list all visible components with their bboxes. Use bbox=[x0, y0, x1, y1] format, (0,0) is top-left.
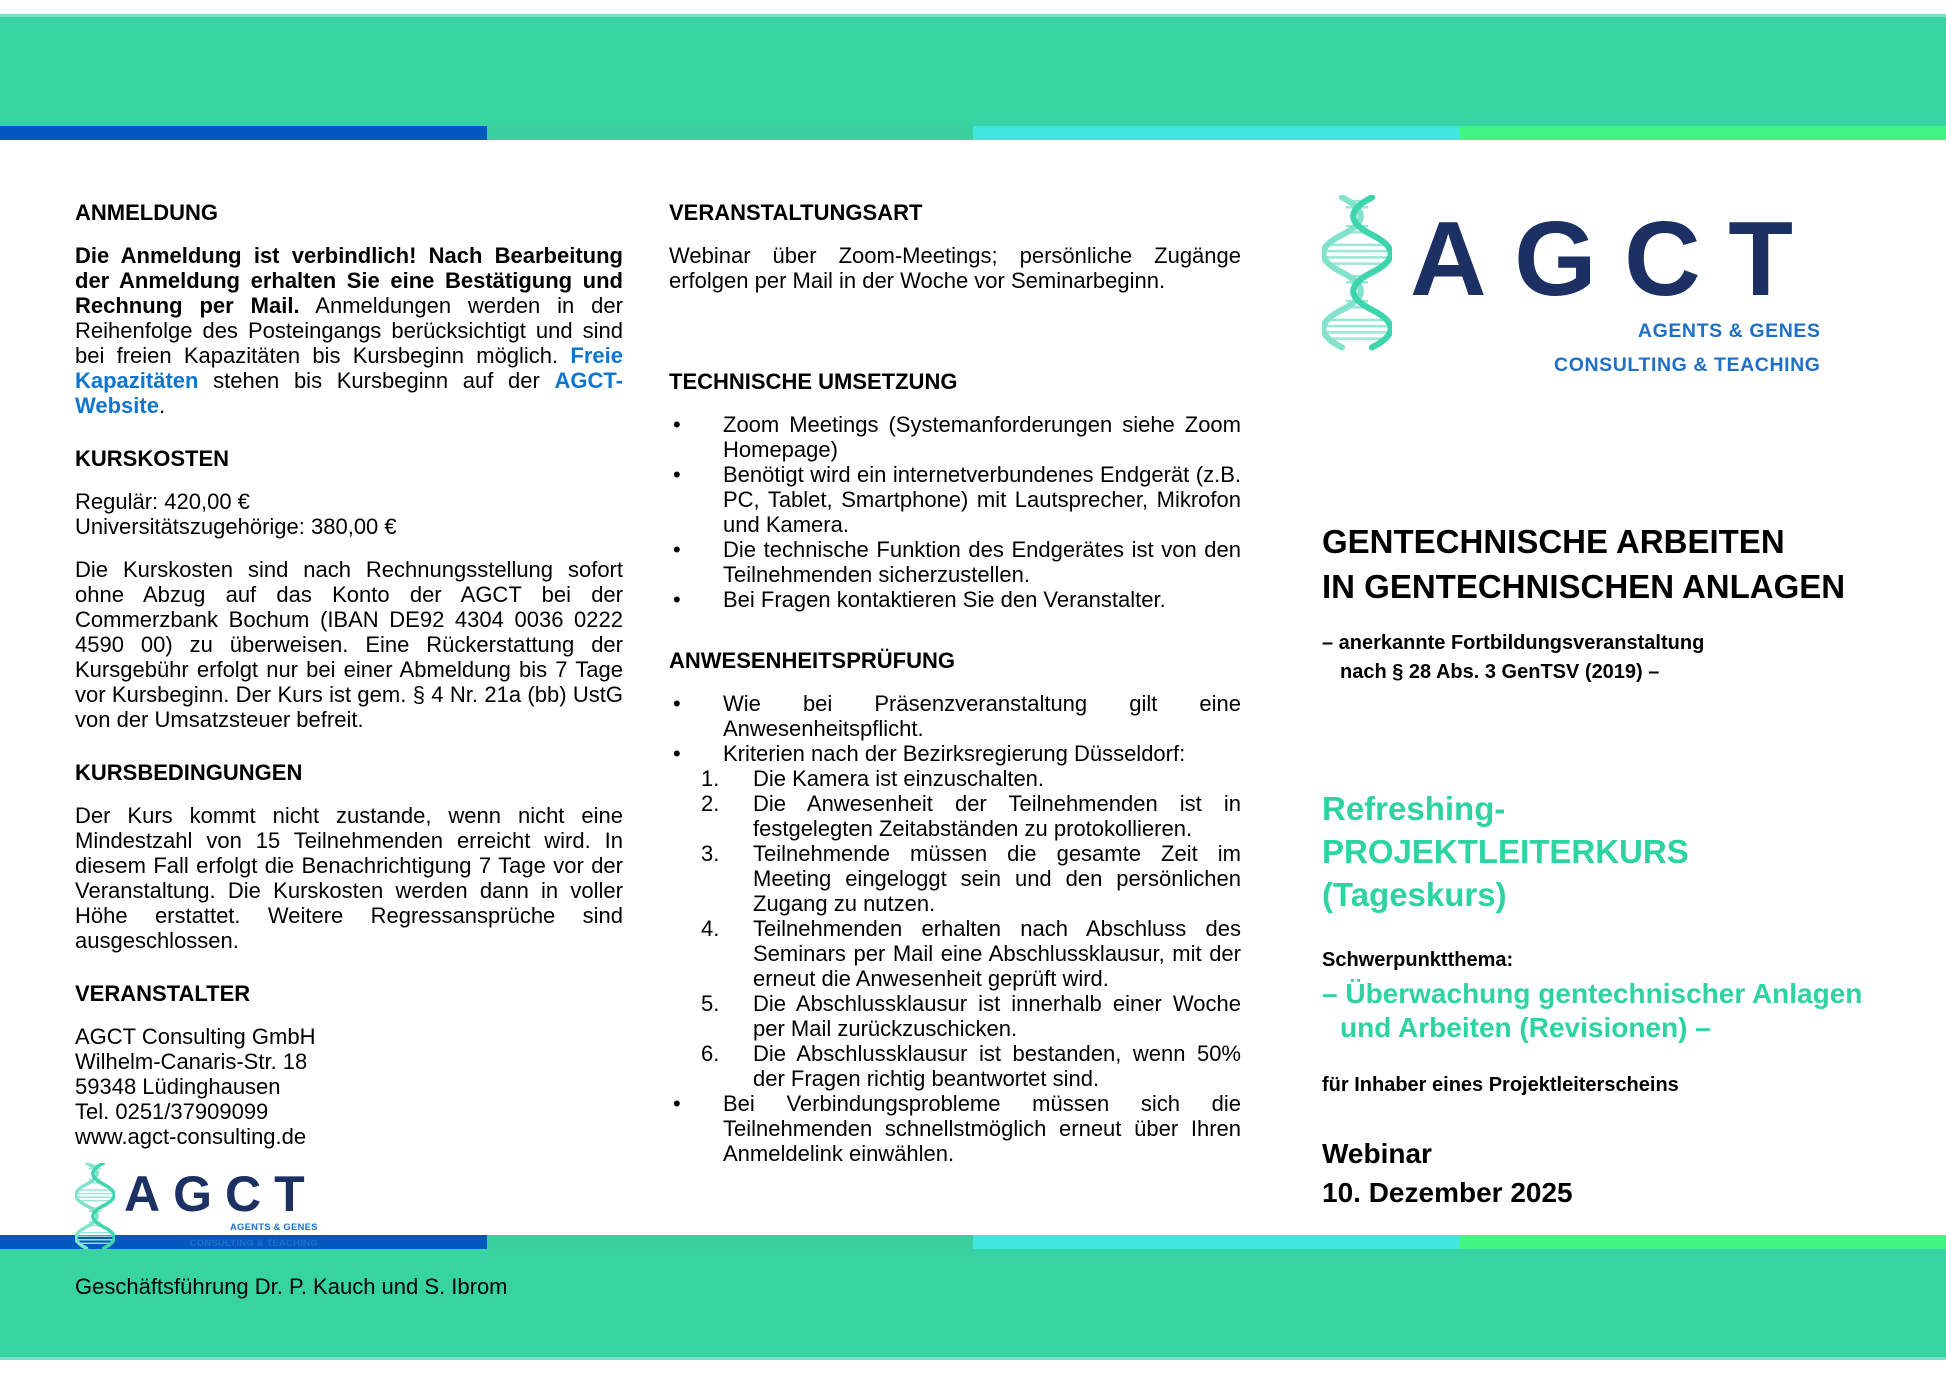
dna-helix-icon bbox=[75, 1163, 115, 1249]
agct-sub-consulting: CONSULTING & TEACHING bbox=[1554, 354, 1821, 376]
audience-line: für Inhaber eines Projektleiterscheins bbox=[1322, 1074, 1679, 1096]
bullet-marker: • bbox=[673, 412, 681, 437]
subtitle-line-2: nach § 28 Abs. 3 GenTSV (2019) – bbox=[1340, 661, 1660, 683]
anwesenheit-list bbox=[669, 691, 1241, 1166]
course-main-title bbox=[1322, 519, 1914, 609]
bottom-strip-segment-cyan bbox=[973, 1235, 1460, 1249]
agct-website-link[interactable]: AGCT-Website bbox=[75, 368, 623, 418]
agct-logo-large bbox=[1322, 195, 1914, 377]
veranstaltungsart-paragraph: Webinar über Zoom-Meetings; persönliche Zugänge erfolgen per Mail in der Woche vor Seminarbeginn. bbox=[669, 243, 1241, 293]
technische-umsetzung-heading: TECHNISCHE UMSETZUNG bbox=[669, 369, 958, 394]
veranstalter-phone: Tel. 0251/37909099 bbox=[75, 1099, 269, 1124]
number-marker: 4. bbox=[701, 916, 720, 941]
column-event-details bbox=[669, 200, 1241, 1166]
anmeldung-end-text: . bbox=[158, 393, 166, 418]
title-line-2: IN GENTECHNISCHEN ANLAGEN bbox=[1322, 568, 1846, 605]
freie-kapazitaeten-link[interactable]: Freie Kapazitäten bbox=[75, 343, 623, 393]
agct-acronym: AGCT bbox=[1410, 200, 1821, 318]
schwerpunkt-line-1: – Überwachung gentechnischer Anlagen bbox=[1322, 978, 1863, 1009]
bullet-text: Die technische Funktion des Endgerätes ist von den Teilnehmenden sicherzustellen. bbox=[723, 537, 1241, 587]
number-marker: 2. bbox=[701, 791, 720, 816]
numbered-item bbox=[669, 916, 1241, 991]
bullet-marker: • bbox=[673, 537, 681, 562]
event-info bbox=[1322, 1134, 1914, 1212]
event-type: Webinar bbox=[1322, 1138, 1432, 1169]
bottom-strip-segment-spring bbox=[1460, 1235, 1946, 1249]
schwerpunkt-topic bbox=[1322, 977, 1914, 1045]
agct-logo-large-text bbox=[1410, 200, 1821, 377]
list-item bbox=[669, 587, 1241, 612]
bullet-text: Kriterien nach der Bezirksregierung Düsseldorf: bbox=[723, 741, 1186, 766]
anmeldung-normal-text: Anmeldungen werden in der Reihenfolge des Posteingangs berücksichtigt und sind bei freien Kapazitäten bis Kursbeginn möglich. bbox=[75, 293, 623, 368]
dna-helix-icon bbox=[1322, 195, 1392, 351]
technische-bullet-list bbox=[669, 412, 1241, 612]
schwerpunkt-label: Schwerpunktthema: bbox=[1322, 949, 1514, 971]
management-line: Geschäftsführung Dr. P. Kauch und S. Ibrom bbox=[75, 1274, 508, 1299]
number-marker: 5. bbox=[701, 991, 720, 1016]
number-marker: 3. bbox=[701, 841, 720, 866]
numbered-item bbox=[669, 841, 1241, 916]
top-strip-segment-cyan bbox=[973, 126, 1460, 140]
veranstalter-name: AGCT Consulting GmbH bbox=[75, 1024, 316, 1049]
course-name-line-2: PROJEKTLEITERKURS bbox=[1322, 833, 1689, 870]
bullet-text: Bei Verbindungsprobleme müssen sich die Teilnehmenden schnellstmöglich erneut über Ihren Anmeldelink einwählen. bbox=[723, 1091, 1241, 1166]
list-item bbox=[669, 537, 1241, 587]
kursbedingungen-paragraph: Der Kurs kommt nicht zustande, wenn nicht eine Mindestzahl von 15 Teilnehmenden erreicht wird. In diesem Fall erfolgt die Benachrichtigung 7 Tage vor der Veranstaltung. Die Kurskosten werden dann in voller Höhe erstattet. Weitere Regressansprüche sind ausgeschlossen. bbox=[75, 803, 623, 953]
top-strip-segment-green bbox=[487, 126, 974, 140]
top-color-strip bbox=[0, 126, 1946, 140]
course-name bbox=[1322, 787, 1914, 916]
anwesenheitspruefung-heading: ANWESENHEITSPRÜFUNG bbox=[669, 648, 956, 673]
top-strip-segment-blue bbox=[0, 126, 487, 140]
anmeldung-paragraph bbox=[75, 243, 623, 418]
agct-sub-agents: AGENTS & GENES bbox=[1637, 320, 1821, 342]
numbered-item bbox=[669, 791, 1241, 841]
agct-logo-small-text bbox=[124, 1166, 318, 1250]
list-item bbox=[669, 462, 1241, 537]
numbered-text: Die Kamera ist einzuschalten. bbox=[753, 766, 1045, 791]
veranstaltungsart-heading: VERANSTALTUNGSART bbox=[669, 200, 923, 225]
number-marker: 1. bbox=[701, 766, 720, 791]
course-subtitle bbox=[1322, 629, 1914, 687]
bullet-marker: • bbox=[673, 587, 681, 612]
course-name-line-3: (Tageskurs) bbox=[1322, 876, 1507, 913]
numbered-text: Die Abschlussklausur ist innerhalb einer Woche per Mail zurückzuschicken. bbox=[753, 991, 1241, 1041]
price-regular: Regulär: 420,00 € bbox=[75, 489, 250, 514]
bullet-marker: • bbox=[673, 1091, 681, 1116]
bullet-text: Zoom Meetings (Systemanforderungen siehe Zoom Homepage) bbox=[723, 412, 1241, 462]
veranstalter-website: www.agct-consulting.de bbox=[75, 1124, 307, 1149]
price-university: Universitätszugehörige: 380,00 € bbox=[75, 514, 397, 539]
anmeldung-bold-text: Die Anmeldung ist verbindlich! Nach Bearbeitung der Anmeldung erhalten Sie eine Bestätigung und Rechnung per Mail. bbox=[75, 243, 623, 318]
bullet-marker: • bbox=[673, 691, 681, 716]
bullet-text: Benötigt wird ein internetverbundenes Endgerät (z.B. PC, Tablet, Smartphone) mit Lautsprecher, Mikrofon und Kamera. bbox=[723, 462, 1241, 537]
numbered-item bbox=[669, 1041, 1241, 1091]
number-marker: 6. bbox=[701, 1041, 720, 1066]
bullet-marker: • bbox=[673, 462, 681, 487]
list-item bbox=[669, 741, 1241, 766]
kurskosten-heading: KURSKOSTEN bbox=[75, 446, 230, 471]
numbered-item bbox=[669, 766, 1241, 791]
title-line-1: GENTECHNISCHE ARBEITEN bbox=[1322, 523, 1785, 560]
bullet-marker: • bbox=[673, 741, 681, 766]
bullet-text: Bei Fragen kontaktieren Sie den Veranstalter. bbox=[723, 587, 1166, 612]
bullet-text: Wie bei Präsenzveranstaltung gilt eine Anwesenheitspflicht. bbox=[723, 691, 1241, 741]
list-item bbox=[669, 691, 1241, 741]
schwerpunkt-line-2: und Arbeiten (Revisionen) – bbox=[1340, 1012, 1711, 1043]
anmeldung-mid-text: stehen bis Kursbeginn auf der bbox=[198, 368, 555, 393]
numbered-text: Teilnehmende müssen die gesamte Zeit im Meeting eingeloggt sein und den persönlichen Zugang zu nutzen. bbox=[753, 841, 1241, 916]
agct-sub-consulting: CONSULTING & TEACHING bbox=[189, 1238, 318, 1249]
column-registration bbox=[75, 200, 623, 1299]
kurskosten-paragraph: Die Kurskosten sind nach Rechnungsstellung sofort ohne Abzug auf das Konto der AGCT bei der Commerzbank Bochum (IBAN DE92 4304 0036 0222 4590 00) zu überweisen. Eine Rückerstattung der Kursgebühr erfolgt nur bei einer Abmeldung bis 7 Tage vor Kursbeginn. Der Kurs ist gem. § 4 Nr. 21a (bb) UstG von der Umsatzsteuer befreit. bbox=[75, 557, 623, 732]
anmeldung-heading: ANMELDUNG bbox=[75, 200, 218, 225]
list-item bbox=[669, 1091, 1241, 1166]
numbered-item bbox=[669, 991, 1241, 1041]
top-strip-segment-spring bbox=[1460, 126, 1946, 140]
list-item bbox=[669, 412, 1241, 462]
veranstalter-city: 59348 Lüdinghausen bbox=[75, 1074, 281, 1099]
numbered-text: Die Anwesenheit der Teilnehmenden ist in festgelegten Zeitabständen zu protokollieren. bbox=[753, 791, 1241, 841]
column-course-title bbox=[1322, 195, 1914, 1212]
event-date: 10. Dezember 2025 bbox=[1322, 1177, 1573, 1208]
kursbedingungen-heading: KURSBEDINGUNGEN bbox=[75, 760, 303, 785]
top-color-band bbox=[0, 14, 1946, 126]
numbered-text: Die Abschlussklausur ist bestanden, wenn 50% der Fragen richtig beantwortet sind. bbox=[753, 1041, 1241, 1091]
agct-acronym: AGCT bbox=[124, 1166, 318, 1222]
veranstalter-street: Wilhelm-Canaris-Str. 18 bbox=[75, 1049, 308, 1074]
veranstalter-heading: VERANSTALTER bbox=[75, 981, 251, 1006]
agct-logo-small bbox=[75, 1163, 623, 1250]
agct-sub-agents: AGENTS & GENES bbox=[230, 1222, 318, 1233]
subtitle-line-1: – anerkannte Fortbildungsveranstaltung bbox=[1322, 632, 1705, 654]
numbered-text: Teilnehmenden erhalten nach Abschluss des Seminars per Mail eine Abschlussklausur, mit der erneut die Anwesenheit geprüft wird. bbox=[753, 916, 1241, 991]
course-name-line-1: Refreshing- bbox=[1322, 790, 1506, 827]
